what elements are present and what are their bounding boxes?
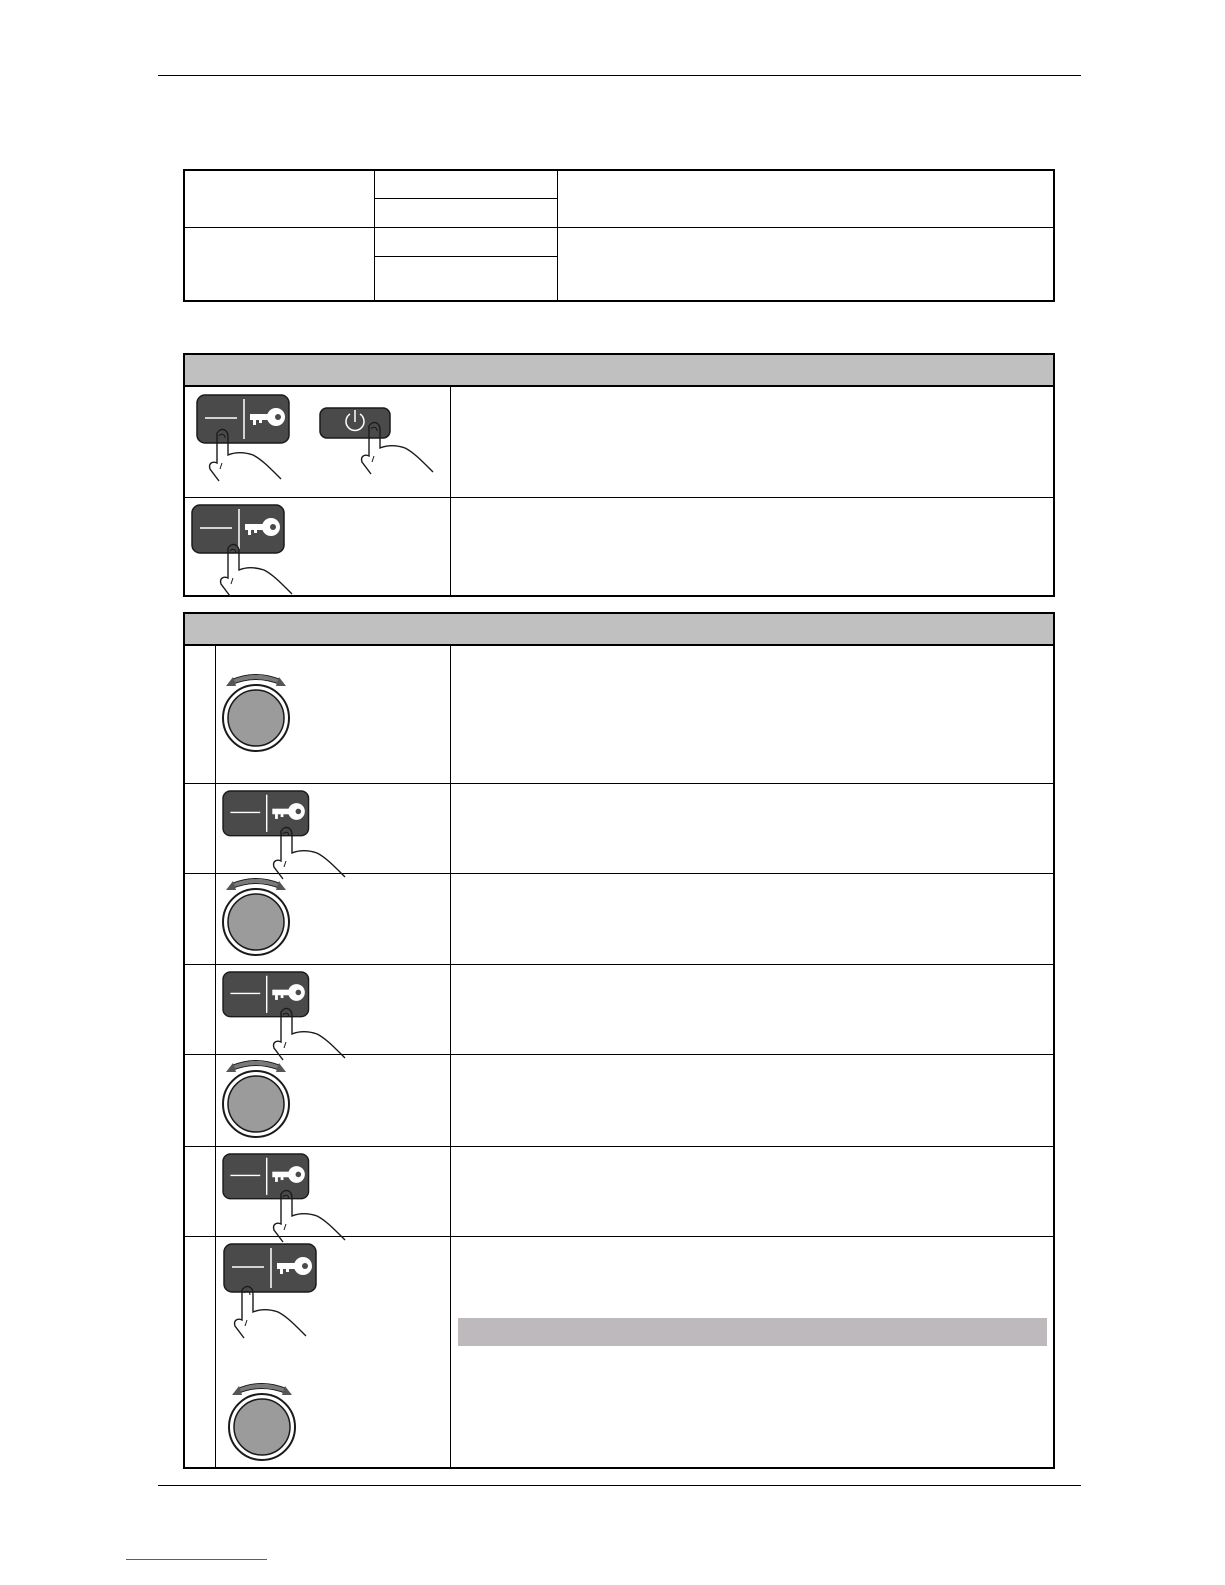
section-1-header xyxy=(185,355,1053,387)
key-button-icon xyxy=(224,1244,354,1334)
key-button-icon xyxy=(197,395,327,485)
rotary-knob-icon xyxy=(224,880,294,960)
key-button-icon xyxy=(223,972,353,1052)
footer-link[interactable] xyxy=(126,1558,267,1560)
rotary-knob-icon xyxy=(230,1385,300,1465)
power-button-icon xyxy=(320,408,440,468)
footer-rule xyxy=(158,1485,1081,1486)
key-button-icon xyxy=(223,1154,353,1234)
step-7-note-bar xyxy=(458,1318,1047,1346)
section-2-header xyxy=(185,614,1053,646)
key-button-icon xyxy=(192,505,322,595)
rotary-knob-icon xyxy=(224,676,294,756)
rotary-knob-icon xyxy=(224,1062,294,1142)
key-button-icon xyxy=(223,791,353,871)
header-rule xyxy=(158,75,1081,76)
